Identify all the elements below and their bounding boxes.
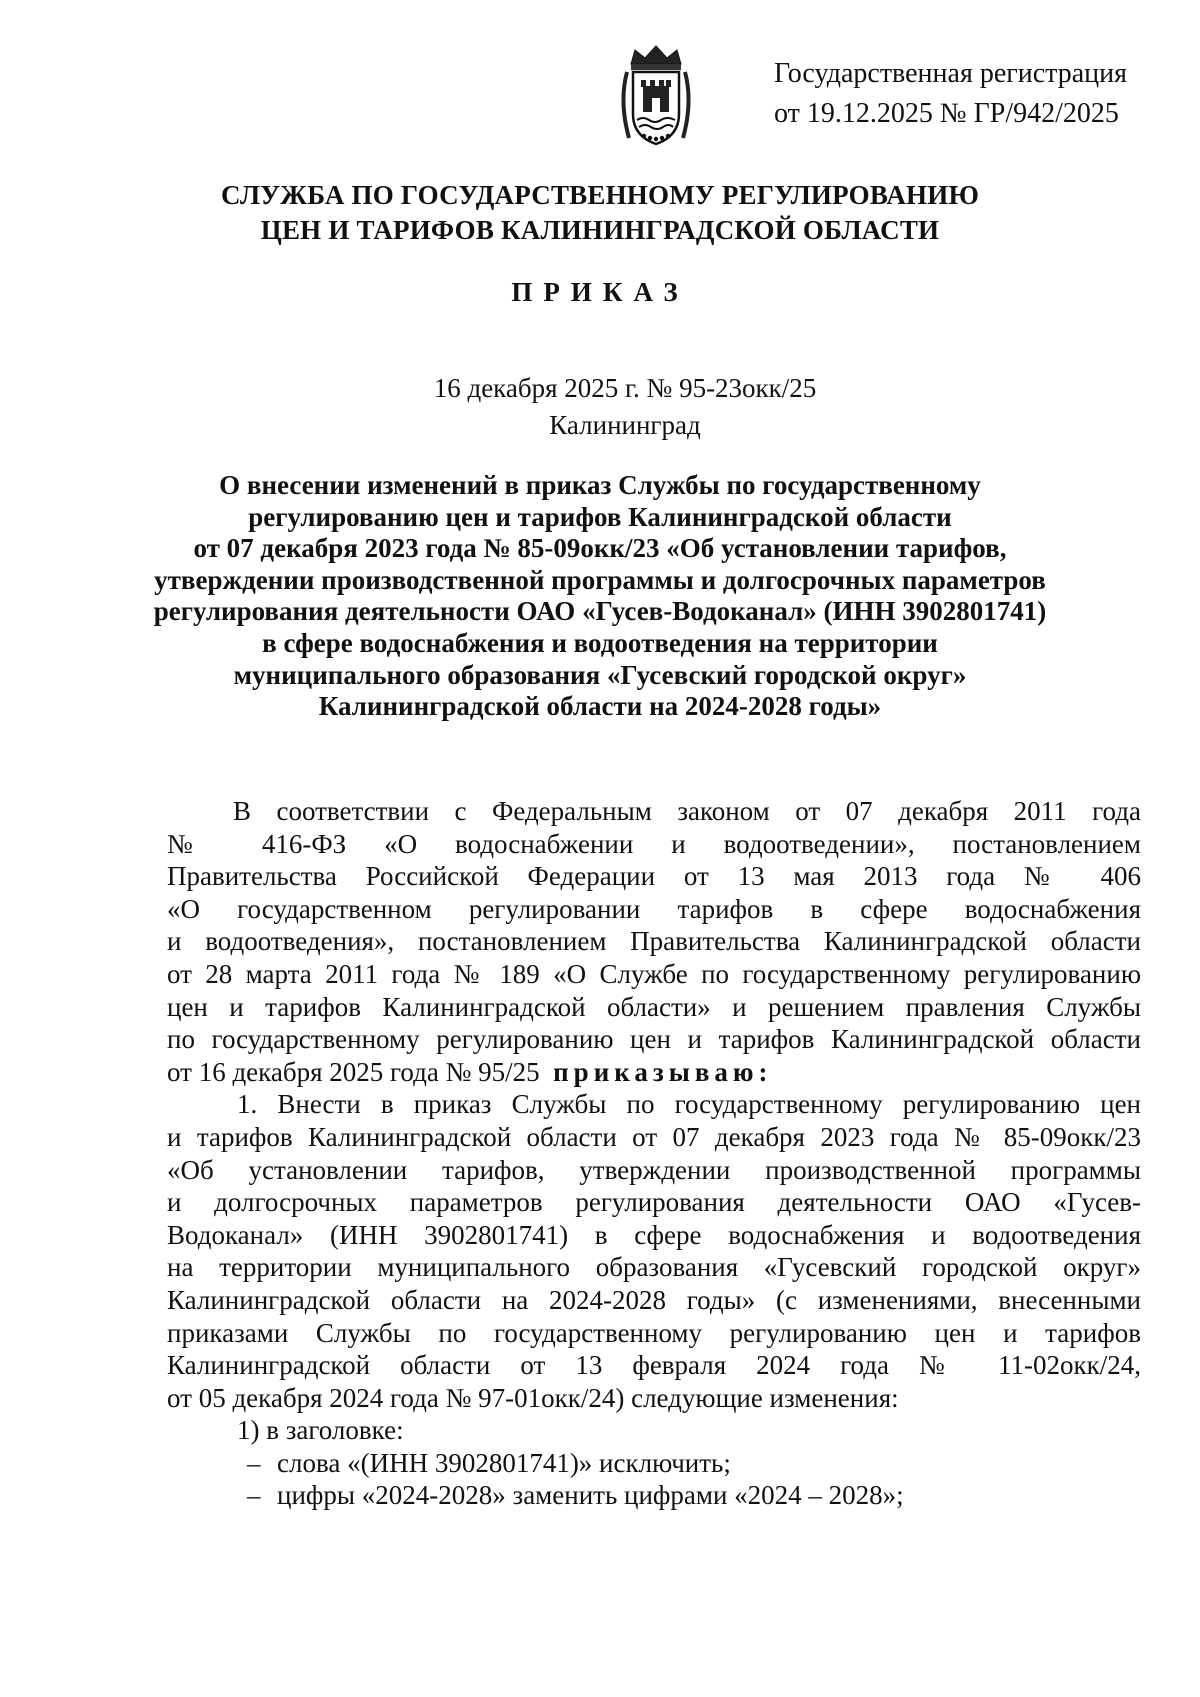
order-date-block: [0, 370, 1200, 444]
title-line: регулирования деятельности ОАО «Гусев-Водоканал» (ИНН 3902801741): [153, 596, 1047, 627]
dash-item-text: цифры «2024-2028» заменить цифрами «2024 – 2028»;: [277, 1480, 904, 1511]
registration-line-1: Государственная регистрация: [774, 58, 1127, 89]
title-line: в сфере водоснабжения и водоотведения на территории: [262, 627, 938, 658]
preamble-paragraph: [167, 795, 1141, 1088]
preamble-line: и водоотведения», постановлением Правительства Калининградской области: [167, 926, 1141, 957]
title-line: утверждении производственной программы и долгосрочных параметров: [154, 564, 1046, 595]
organization-line-1: СЛУЖБА ПО ГОСУДАРСТВЕННОМУ РЕГУЛИРОВАНИЮ: [220, 180, 980, 210]
title-line: регулированию цен и тарифов Калининградской области: [248, 501, 952, 532]
preamble-line: от 28 марта 2011 года № 189 «О Службе по государственному регулированию: [167, 958, 1141, 989]
preamble-line: Правительства Российской Федерации от 13 мая 2013 года № 406: [167, 861, 1141, 892]
order-date-number: 16 декабря 2025 г. № 95-23окк/25: [433, 373, 817, 403]
item-1-last-line: от 05 декабря 2024 года № 97-01окк/24) следующие изменения:: [167, 1382, 899, 1413]
dash-marker: –: [247, 1447, 261, 1478]
document-type: ПРИКАЗ: [511, 277, 689, 307]
title-line: О внесении изменений в приказ Службы по государственному: [219, 470, 981, 500]
order-title: [0, 470, 1200, 723]
item-1-line: Калининградской области от 13 февраля 2024 года № 11-02окк/24,: [167, 1350, 1141, 1381]
subitem-heading: 1) в заголовке:: [237, 1415, 404, 1446]
dash-list-item: [167, 1447, 1141, 1480]
item-1-line: Калининградской области на 2024-2028 годы» (с изменениями, внесенными: [167, 1284, 1141, 1315]
organization-name: [0, 178, 1200, 248]
preamble-last-text: от 16 декабря 2025 года № 95/25: [167, 1056, 540, 1087]
item-1-line: Водоканал» (ИНН 3902801741) в сфере водоснабжения и водоотведения: [167, 1219, 1141, 1250]
preamble-line: № 416-ФЗ «О водоснабжении и водоотведении», постановлением: [167, 828, 1141, 859]
coat-of-arms-icon: [617, 42, 695, 150]
item-1-line: и тарифов Калининградской области от 07 декабря 2023 года № 85-09окк/23: [167, 1121, 1141, 1152]
order-place: Калининград: [549, 410, 701, 440]
dash-marker: –: [247, 1480, 261, 1511]
order-body: [167, 795, 1141, 1512]
title-line: от 07 декабря 2023 года № 85-09окк/23 «Об установлении тарифов,: [193, 533, 1007, 564]
decree-word: приказываю:: [553, 1056, 773, 1087]
title-line: Калининградской области на 2024-2028 годы»: [318, 691, 882, 722]
title-line: муниципального образования «Гусевский городской округ»: [233, 659, 967, 690]
preamble-line: «О государственном регулировании тарифов в сфере водоснабжения: [167, 893, 1141, 924]
preamble-last-line: [167, 1056, 1141, 1089]
registration-stamp: [774, 54, 1127, 134]
preamble-line: В соответствии с Федеральным законом от 07 декабря 2011 года: [233, 796, 1141, 826]
organization-line-2: ЦЕН И ТАРИФОВ КАЛИНИНГРАДСКОЙ ОБЛАСТИ: [260, 215, 940, 245]
item-1-line: 1. Внести в приказ Службы по государственному регулированию цен: [237, 1089, 1141, 1120]
item-1-line: на территории муниципального образования «Гусевский городской округ»: [167, 1252, 1141, 1283]
item-1-paragraph: [167, 1088, 1141, 1414]
item-1-line: и долгосрочных параметров регулирования деятельности ОАО «Гусев-: [167, 1187, 1141, 1218]
preamble-line: по государственному регулированию цен и тарифов Калининградской области: [167, 1024, 1141, 1055]
dash-item-text: слова «(ИНН 3902801741)» исключить;: [277, 1447, 731, 1478]
registration-line-2: от 19.12.2025 № ГР/942/2025: [774, 98, 1119, 129]
preamble-line: цен и тарифов Калининградской области» и решением правления Службы: [167, 991, 1141, 1022]
item-1-line: «Об установлении тарифов, утверждении производственной программы: [167, 1154, 1141, 1185]
dash-list-item: [167, 1479, 1141, 1512]
item-1-line: приказами Службы по государственному регулированию цен и тарифов: [167, 1317, 1141, 1348]
